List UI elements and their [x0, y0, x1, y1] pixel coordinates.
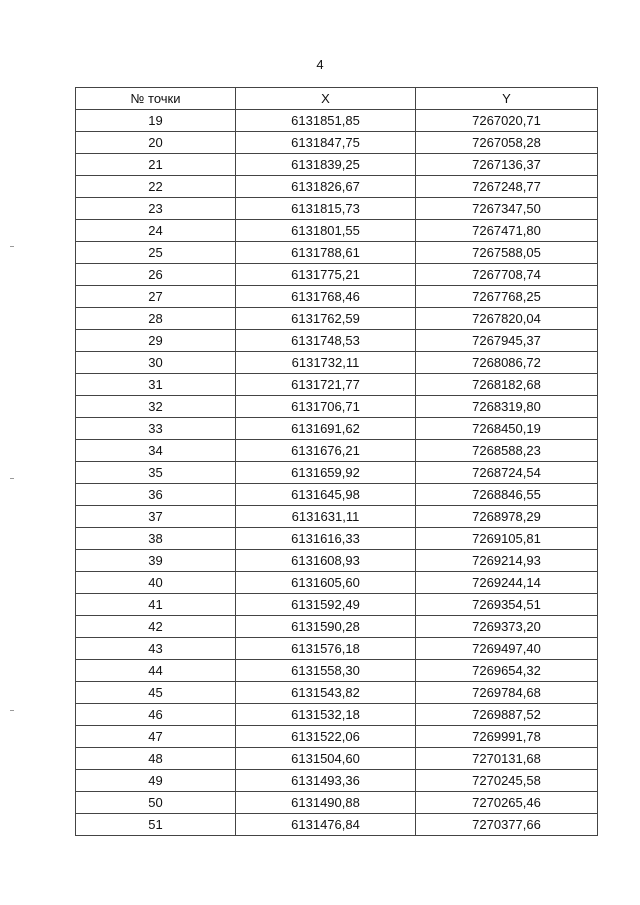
table-row [76, 198, 598, 220]
cell-y: 7267820,04 [416, 308, 598, 330]
cell-point-number: 36 [76, 484, 236, 506]
cell-x: 6131592,49 [236, 594, 416, 616]
table-row [76, 748, 598, 770]
table-row [76, 330, 598, 352]
cell-y: 7269991,78 [416, 726, 598, 748]
table-row [76, 220, 598, 242]
cell-y: 7267768,25 [416, 286, 598, 308]
cell-point-number: 28 [76, 308, 236, 330]
cell-y: 7268450,19 [416, 418, 598, 440]
cell-point-number: 41 [76, 594, 236, 616]
cell-y: 7267708,74 [416, 264, 598, 286]
cell-point-number: 49 [76, 770, 236, 792]
cell-x: 6131706,71 [236, 396, 416, 418]
cell-y: 7267248,77 [416, 176, 598, 198]
table-row [76, 374, 598, 396]
table-row [76, 704, 598, 726]
cell-x: 6131851,85 [236, 110, 416, 132]
cell-point-number: 20 [76, 132, 236, 154]
table-body [76, 110, 598, 836]
table-row [76, 484, 598, 506]
cell-x: 6131762,59 [236, 308, 416, 330]
cell-y: 7269784,68 [416, 682, 598, 704]
cell-x: 6131490,88 [236, 792, 416, 814]
cell-point-number: 45 [76, 682, 236, 704]
cell-point-number: 46 [76, 704, 236, 726]
table-row [76, 616, 598, 638]
cell-y: 7269887,52 [416, 704, 598, 726]
table-row [76, 792, 598, 814]
table-row [76, 594, 598, 616]
table-row [76, 132, 598, 154]
cell-point-number: 31 [76, 374, 236, 396]
table-row [76, 726, 598, 748]
scan-artifact-mark [10, 246, 14, 247]
cell-y: 7269497,40 [416, 638, 598, 660]
cell-y: 7268588,23 [416, 440, 598, 462]
cell-x: 6131732,11 [236, 352, 416, 374]
cell-point-number: 33 [76, 418, 236, 440]
coordinates-table [75, 87, 598, 836]
cell-y: 7269354,51 [416, 594, 598, 616]
header-x: X [236, 88, 416, 110]
cell-x: 6131788,61 [236, 242, 416, 264]
table-row [76, 396, 598, 418]
table-row [76, 286, 598, 308]
cell-point-number: 25 [76, 242, 236, 264]
cell-point-number: 32 [76, 396, 236, 418]
header-row [76, 88, 598, 110]
cell-point-number: 23 [76, 198, 236, 220]
cell-x: 6131659,92 [236, 462, 416, 484]
cell-x: 6131476,84 [236, 814, 416, 836]
cell-y: 7268182,68 [416, 374, 598, 396]
cell-point-number: 30 [76, 352, 236, 374]
cell-point-number: 44 [76, 660, 236, 682]
cell-x: 6131826,67 [236, 176, 416, 198]
table-row [76, 264, 598, 286]
cell-point-number: 47 [76, 726, 236, 748]
cell-point-number: 29 [76, 330, 236, 352]
cell-point-number: 39 [76, 550, 236, 572]
table-row [76, 682, 598, 704]
page-number: 4 [316, 57, 324, 72]
cell-x: 6131847,75 [236, 132, 416, 154]
cell-point-number: 26 [76, 264, 236, 286]
cell-x: 6131691,62 [236, 418, 416, 440]
cell-y: 7270245,58 [416, 770, 598, 792]
table-row [76, 440, 598, 462]
cell-y: 7270131,68 [416, 748, 598, 770]
table-header [76, 88, 598, 110]
header-y: Y [416, 88, 598, 110]
cell-x: 6131532,18 [236, 704, 416, 726]
cell-point-number: 42 [76, 616, 236, 638]
cell-x: 6131616,33 [236, 528, 416, 550]
cell-y: 7269105,81 [416, 528, 598, 550]
table-row [76, 242, 598, 264]
cell-point-number: 34 [76, 440, 236, 462]
cell-point-number: 51 [76, 814, 236, 836]
cell-point-number: 24 [76, 220, 236, 242]
table-row [76, 308, 598, 330]
cell-y: 7269373,20 [416, 616, 598, 638]
cell-x: 6131493,36 [236, 770, 416, 792]
table-row [76, 110, 598, 132]
table-row [76, 418, 598, 440]
table-row [76, 176, 598, 198]
cell-x: 6131676,21 [236, 440, 416, 462]
cell-x: 6131768,46 [236, 286, 416, 308]
cell-y: 7268978,29 [416, 506, 598, 528]
header-point-number: № точки [76, 88, 236, 110]
cell-x: 6131608,93 [236, 550, 416, 572]
cell-y: 7267136,37 [416, 154, 598, 176]
table-row [76, 506, 598, 528]
table-row [76, 528, 598, 550]
table-row [76, 660, 598, 682]
table-row [76, 462, 598, 484]
cell-point-number: 40 [76, 572, 236, 594]
cell-y: 7268086,72 [416, 352, 598, 374]
cell-y: 7270265,46 [416, 792, 598, 814]
cell-point-number: 35 [76, 462, 236, 484]
cell-y: 7269654,32 [416, 660, 598, 682]
cell-y: 7267945,37 [416, 330, 598, 352]
cell-point-number: 21 [76, 154, 236, 176]
cell-x: 6131775,21 [236, 264, 416, 286]
cell-point-number: 43 [76, 638, 236, 660]
cell-x: 6131576,18 [236, 638, 416, 660]
cell-point-number: 38 [76, 528, 236, 550]
cell-y: 7267471,80 [416, 220, 598, 242]
scan-artifact-mark [10, 710, 14, 711]
cell-y: 7269244,14 [416, 572, 598, 594]
table-row [76, 572, 598, 594]
cell-point-number: 50 [76, 792, 236, 814]
table-row [76, 814, 598, 836]
table-row [76, 154, 598, 176]
table-row [76, 352, 598, 374]
cell-x: 6131801,55 [236, 220, 416, 242]
cell-y: 7267058,28 [416, 132, 598, 154]
cell-point-number: 27 [76, 286, 236, 308]
cell-x: 6131839,25 [236, 154, 416, 176]
cell-x: 6131721,77 [236, 374, 416, 396]
cell-x: 6131605,60 [236, 572, 416, 594]
cell-y: 7267588,05 [416, 242, 598, 264]
table-row [76, 550, 598, 572]
cell-x: 6131645,98 [236, 484, 416, 506]
cell-x: 6131558,30 [236, 660, 416, 682]
cell-y: 7267020,71 [416, 110, 598, 132]
cell-point-number: 19 [76, 110, 236, 132]
cell-x: 6131522,06 [236, 726, 416, 748]
table-row [76, 638, 598, 660]
cell-y: 7267347,50 [416, 198, 598, 220]
cell-point-number: 22 [76, 176, 236, 198]
cell-x: 6131815,73 [236, 198, 416, 220]
cell-x: 6131504,60 [236, 748, 416, 770]
cell-x: 6131748,53 [236, 330, 416, 352]
cell-x: 6131631,11 [236, 506, 416, 528]
cell-y: 7268319,80 [416, 396, 598, 418]
cell-y: 7269214,93 [416, 550, 598, 572]
scan-artifact-mark [10, 478, 14, 479]
cell-point-number: 48 [76, 748, 236, 770]
cell-point-number: 37 [76, 506, 236, 528]
cell-y: 7270377,66 [416, 814, 598, 836]
cell-x: 6131543,82 [236, 682, 416, 704]
cell-x: 6131590,28 [236, 616, 416, 638]
cell-y: 7268846,55 [416, 484, 598, 506]
cell-y: 7268724,54 [416, 462, 598, 484]
table-row [76, 770, 598, 792]
